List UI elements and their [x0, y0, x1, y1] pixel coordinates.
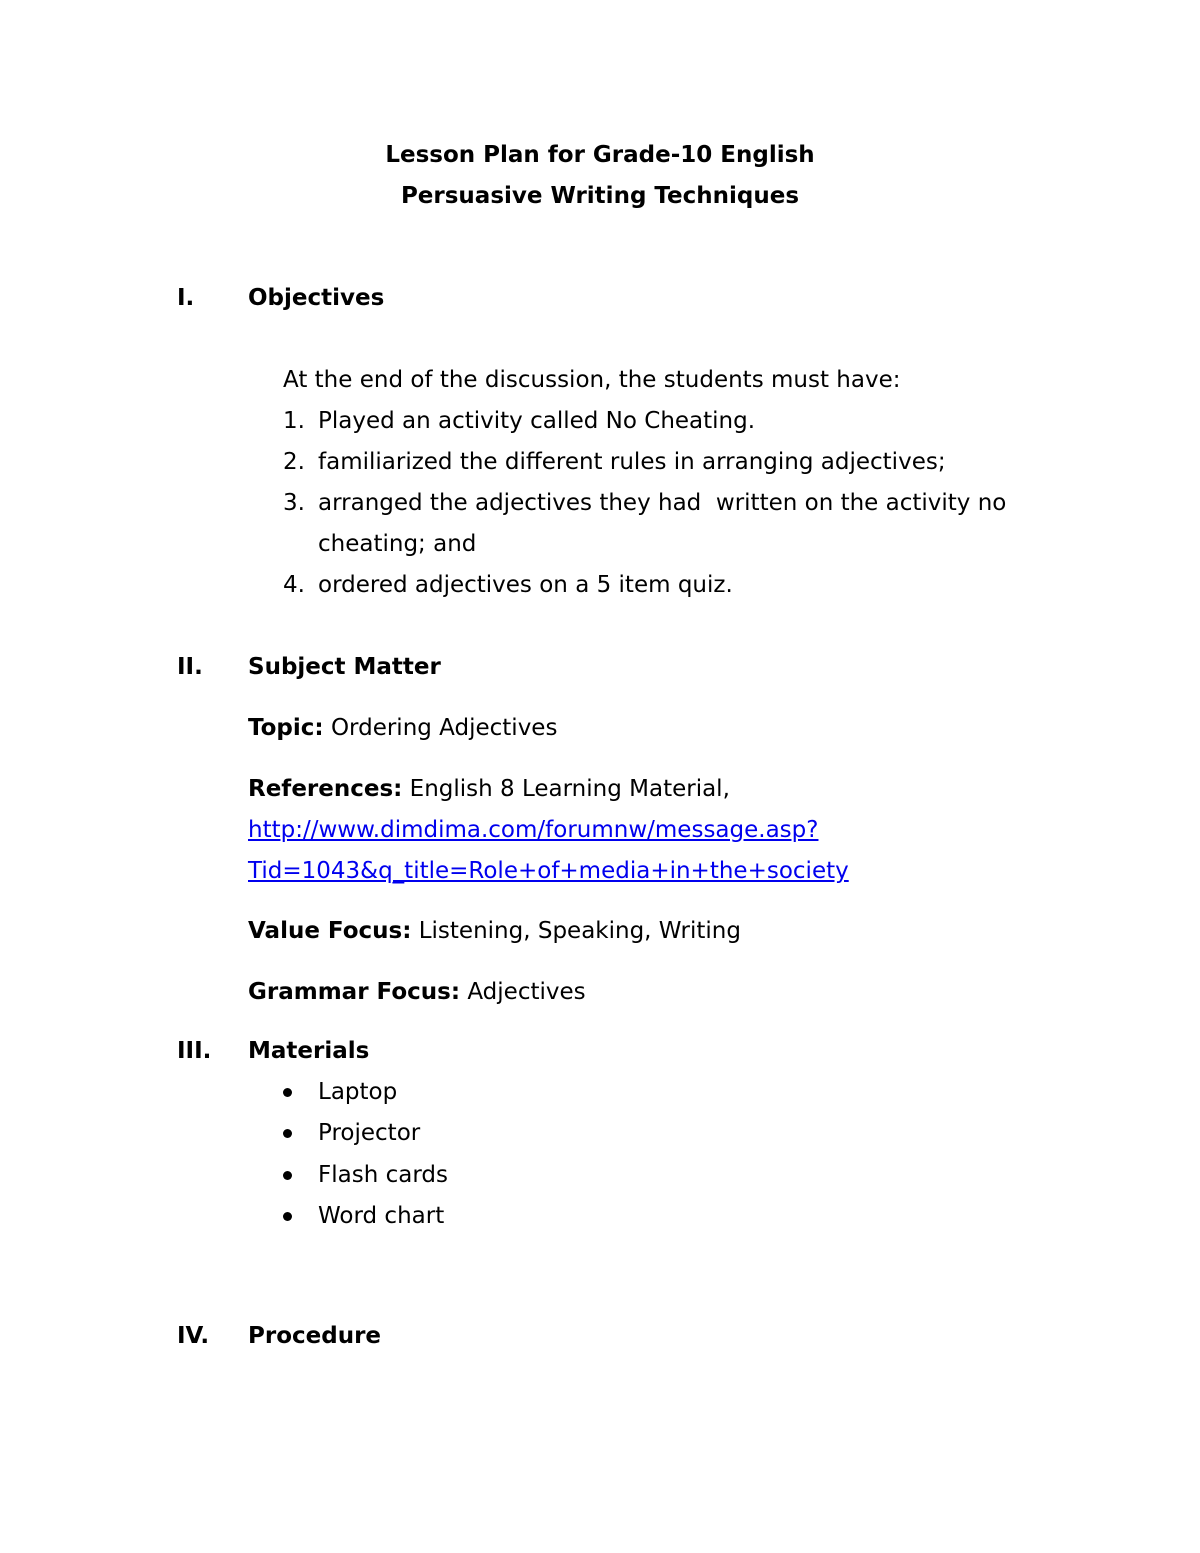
objective-item-continuation: cheating; and [318, 531, 477, 557]
material-item: Word chart [318, 1203, 445, 1229]
document-subtitle: Persuasive Writing Techniques [400, 183, 800, 209]
bullet-icon [283, 1171, 292, 1180]
topic-value: Ordering Adjectives [330, 715, 558, 741]
section-numeral-subject-matter: II. [177, 654, 203, 680]
references-value: English 8 Learning Material, [409, 776, 730, 802]
bullet-icon [283, 1129, 292, 1138]
grammar-focus-line [248, 981, 586, 1004]
objective-item: arranged the adjectives they had written on the activity no [318, 490, 1007, 516]
value-focus-value: Listening, Speaking, Writing [418, 918, 741, 944]
value-focus-line [248, 920, 741, 943]
reference-link-continuation[interactable]: Tid=1043&q_title=Role+of+media+in+the+society [248, 858, 849, 884]
section-numeral-objectives: I. [177, 285, 195, 311]
objective-number: 2. [283, 449, 305, 475]
objective-item: Played an activity called No Cheating. [318, 408, 756, 434]
value-focus-label: Value Focus: [248, 918, 412, 944]
grammar-focus-value: Adjectives [467, 979, 586, 1005]
topic-label: Topic: [248, 715, 324, 741]
material-item: Flash cards [318, 1162, 448, 1188]
material-item: Laptop [318, 1079, 398, 1105]
references-line [248, 778, 730, 801]
document-title: Lesson Plan for Grade-10 English [385, 142, 815, 168]
references-label: References: [248, 776, 403, 802]
section-heading-subject-matter: Subject Matter [248, 654, 441, 680]
objective-item: familiarized the different rules in arranging adjectives; [318, 449, 946, 475]
bullet-icon [283, 1212, 292, 1221]
material-item: Projector [318, 1120, 421, 1146]
reference-link[interactable]: http://www.dimdima.com/forumnw/message.asp? [248, 817, 819, 843]
section-heading-materials: Materials [248, 1038, 370, 1064]
section-heading-procedure: Procedure [248, 1323, 382, 1349]
objectives-intro: At the end of the discussion, the students must have: [283, 367, 901, 393]
topic-line [248, 717, 557, 740]
section-numeral-materials: III. [177, 1038, 212, 1064]
objective-number: 4. [283, 572, 305, 598]
section-numeral-procedure: IV. [177, 1323, 210, 1349]
bullet-icon [283, 1088, 292, 1097]
objective-item: ordered adjectives on a 5 item quiz. [318, 572, 733, 598]
objective-number: 1. [283, 408, 305, 434]
objective-number: 3. [283, 490, 305, 516]
grammar-focus-label: Grammar Focus: [248, 979, 461, 1005]
section-heading-objectives: Objectives [248, 285, 385, 311]
